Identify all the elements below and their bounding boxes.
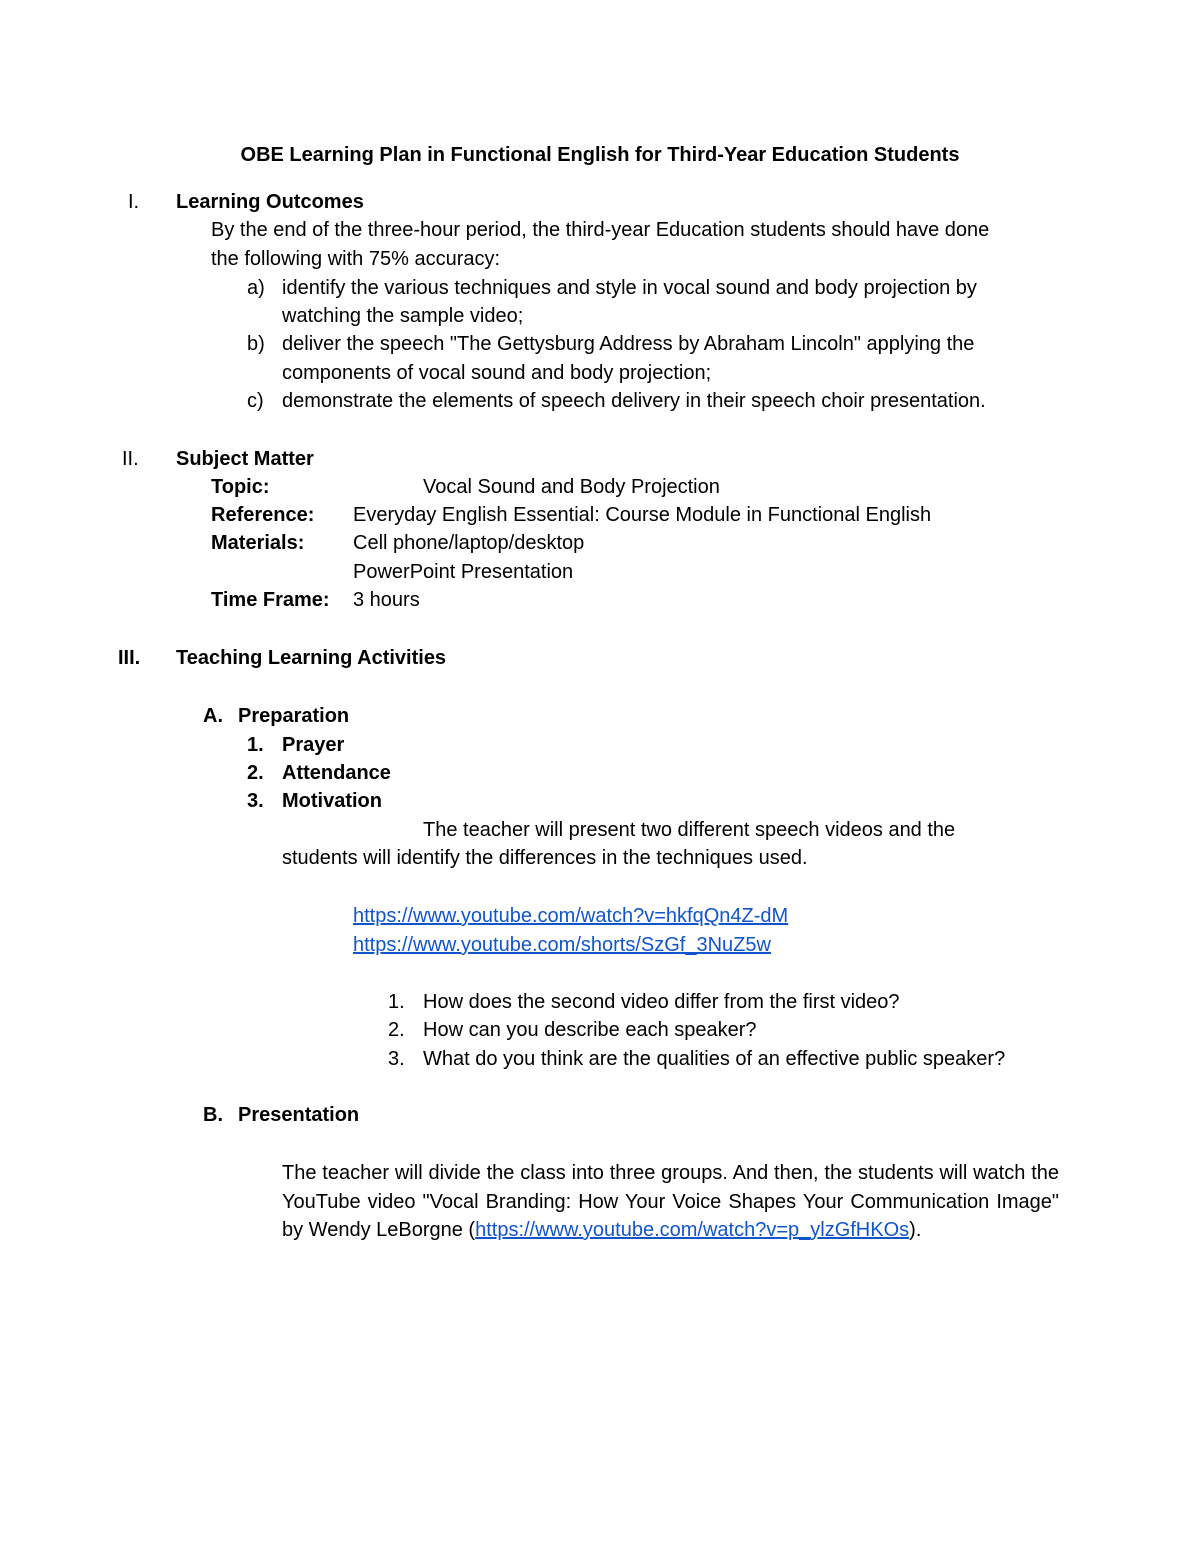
part-a-label: A. [203,705,223,727]
reference-label: Reference: [211,504,315,526]
part-a-heading: Preparation [238,705,350,727]
step-prayer: Prayer [282,734,345,756]
video-link-2[interactable]: https://www.youtube.com/shorts/SzGf_3NuZ5w [353,934,771,956]
outcome-marker-c: c) [247,390,264,412]
outcome-b-line-1: deliver the speech "The Gettysburg Address by Abraham Lincoln" applying the [282,333,975,355]
timeframe-label: Time Frame: [211,589,330,611]
section-1-numeral: I. [128,191,140,213]
outcome-c-line-1: demonstrate the elements of speech delivery in their speech choir presentation. [282,390,986,412]
question-3-text: What do you think are the qualities of an effective public speaker? [423,1048,1006,1070]
outcomes-intro-line-1: By the end of the three-hour period, the third-year Education students should have done [211,219,990,241]
presentation-text-end: ). [909,1219,922,1241]
part-b-label: B. [203,1104,223,1126]
topic-value: Vocal Sound and Body Projection [423,476,720,498]
question-3-number: 3. [388,1048,405,1070]
question-1-number: 1. [388,991,405,1013]
topic-label: Topic: [211,476,270,498]
outcome-marker-a: a) [247,277,265,299]
outcome-a-line-2: watching the sample video; [282,305,524,327]
outcome-marker-b: b) [247,333,265,355]
step-motivation: Motivation [282,790,382,812]
step-2-number: 2. [247,762,264,784]
step-1-number: 1. [247,734,264,756]
step-attendance: Attendance [282,762,391,784]
reference-value: Everyday English Essential: Course Module in Functional English [353,504,932,526]
outcome-a-line-1: identify the various techniques and style in vocal sound and body projection by [282,277,977,299]
question-2-number: 2. [388,1019,405,1041]
section-2-heading: Subject Matter [176,448,314,470]
presentation-text: The teacher will divide the class into three groups. And then, the students will watch the YouTube video "Vocal Branding: How Your Voice Shapes Your Communication Image" by Wendy LeBorgne ( [282,1162,1059,1241]
outcomes-intro-line-2: the following with 75% accuracy: [211,248,501,270]
section-2-numeral: II. [122,448,139,470]
video-link-2-wrapper [353,931,771,960]
part-b-heading: Presentation [238,1104,360,1126]
question-1-text: How does the second video differ from the first video? [423,991,900,1013]
timeframe-value: 3 hours [353,589,420,611]
motivation-text-line-1: The teacher will present two different speech videos and the [423,819,956,841]
materials-value-2: PowerPoint Presentation [353,561,574,583]
section-1-heading: Learning Outcomes [176,191,364,213]
section-3-heading: Teaching Learning Activities [176,647,447,669]
materials-label: Materials: [211,532,305,554]
question-2-text: How can you describe each speaker? [423,1019,757,1041]
video-link-1[interactable]: https://www.youtube.com/watch?v=hkfqQn4Z-dM [353,905,789,927]
step-3-number: 3. [247,790,264,812]
outcome-b-line-2: components of vocal sound and body projection; [282,362,712,384]
video-link-1-wrapper [353,902,788,931]
materials-value-1: Cell phone/laptop/desktop [353,532,585,554]
section-3-numeral: III. [118,647,141,669]
document-title: OBE Learning Plan in Functional English for Third-Year Education Students [240,144,960,166]
presentation-video-link[interactable]: https://www.youtube.com/watch?v=p_ylzGfHKOs [475,1219,910,1241]
presentation-paragraph [282,1159,1059,1245]
motivation-text-line-2: students will identify the differences in the techniques used. [282,847,808,869]
